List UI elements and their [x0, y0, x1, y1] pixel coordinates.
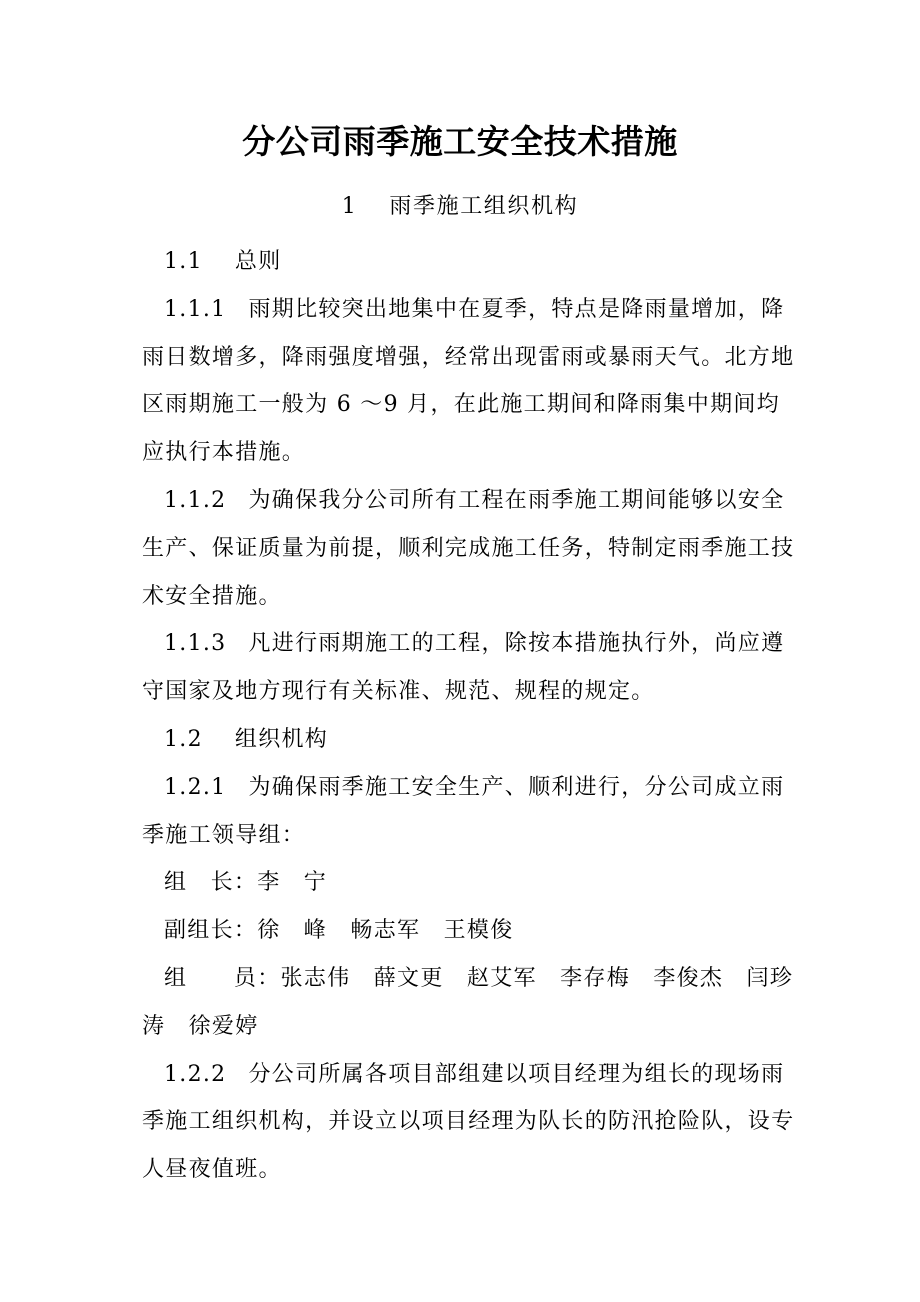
deputy-label: 副组长：	[164, 918, 258, 944]
leader-names: 李 宁	[257, 870, 328, 896]
paragraph-1-2-2	[142, 1051, 802, 1194]
paragraph-1-1-2-text: 为确保我分公司所有工程在雨季施工期间能够以安全生产、保证质量为前提，顺利完成施工任务，特制定雨季施工技术安全措施。	[142, 487, 795, 609]
document-body	[142, 238, 802, 1194]
paragraph-1-1-3	[142, 620, 802, 716]
paragraph-1-2-1	[142, 764, 802, 860]
document-title: 分公司雨季施工安全技术措施	[242, 122, 678, 161]
paragraph-1-1-1-text: 雨期比较突出地集中在夏季，特点是降雨量增加，降雨日数增多，降雨强度增强，经常出现雷雨或暴雨天气。北方地区雨期施工一般为 6 ～9 月，在此施工期间和降雨集中期间均应执行本措施。	[142, 296, 795, 466]
section-1-1-number: 1.1	[164, 249, 203, 274]
members-line	[142, 955, 802, 1051]
paragraph-1-1-2-number: 1.1.2	[164, 487, 227, 513]
section-1-title: 雨季施工组织机构	[389, 194, 579, 219]
paragraph-1-1-1-number: 1.1.1	[164, 296, 227, 322]
paragraph-1-1-1	[142, 286, 802, 477]
section-1-1-heading	[142, 238, 802, 286]
deputy-names: 徐 峰 畅志军 王模俊	[257, 918, 514, 944]
section-1-1-title: 总则	[234, 249, 282, 274]
leader-line	[142, 859, 802, 907]
section-1-number: 1	[341, 194, 358, 219]
leader-label: 组 长：	[164, 870, 258, 896]
members-names: 张志伟 薛文更 赵艾军 李存梅 李俊杰 闫珍涛 徐爱婷	[142, 965, 794, 1039]
paragraph-1-2-2-number: 1.2.2	[164, 1061, 227, 1087]
section-1-2-title: 组织机构	[234, 726, 329, 752]
paragraph-1-1-3-number: 1.1.3	[164, 631, 227, 657]
paragraph-1-2-1-text: 为确保雨季施工安全生产、顺利进行，分公司成立雨季施工领导组：	[142, 774, 785, 848]
members-label: 组 员：	[164, 965, 281, 991]
paragraph-1-1-3-text: 凡进行雨期施工的工程，除按本措施执行外，尚应遵守国家及地方现行有关标准、规范、规程的规定。	[142, 631, 785, 705]
paragraph-1-1-2	[142, 477, 802, 620]
deputy-line	[142, 907, 802, 955]
paragraph-1-2-1-number: 1.2.1	[164, 774, 227, 800]
section-1-2-number: 1.2	[164, 726, 203, 752]
section-1-heading	[0, 190, 920, 224]
paragraph-1-2-2-text: 分公司所属各项目部组建以项目经理为组长的现场雨季施工组织机构，并设立以项目经理为队长的防汛抢险队，设专人昼夜值班。	[142, 1061, 795, 1183]
section-1-2-heading	[142, 716, 802, 764]
